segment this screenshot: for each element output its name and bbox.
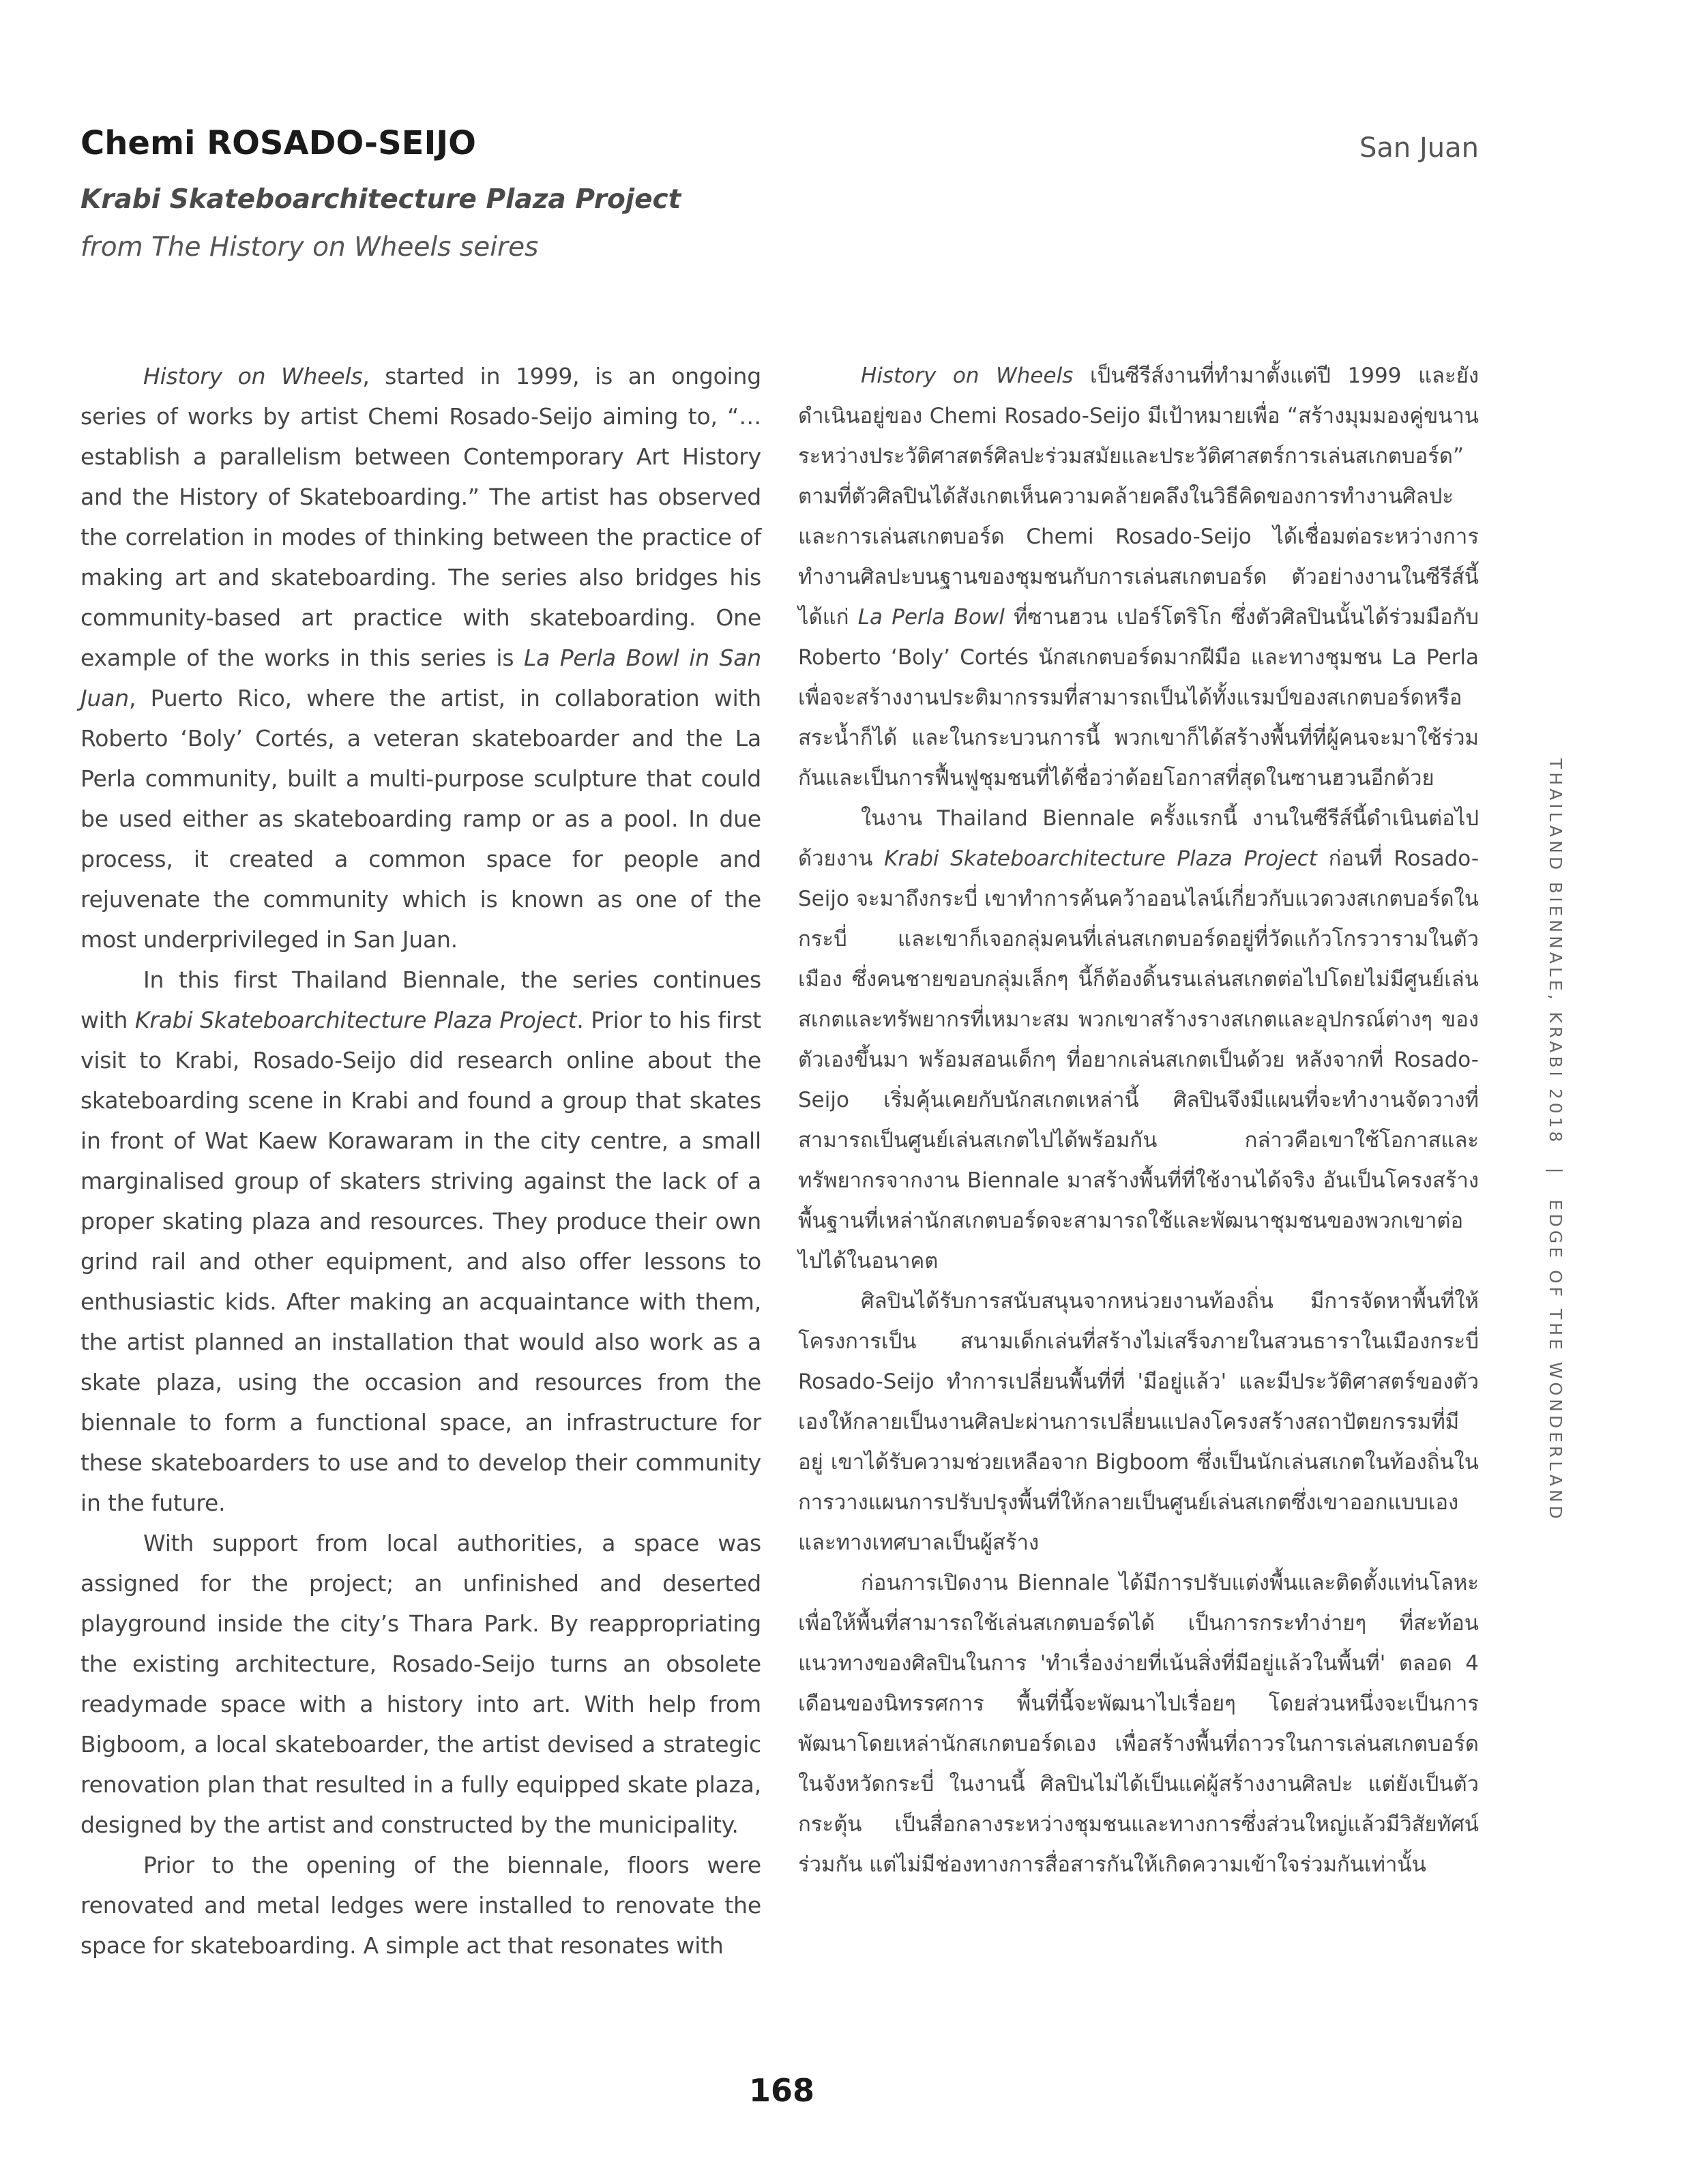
english-paragraph-2 [80,960,761,1523]
english-series-title: History on Wheels [143,363,363,389]
english-paragraph-4: Prior to the opening of the biennale, floors were renovated and metal ledges were installed to renovate the space for skateboarding. A simple act that resonates with [80,1852,761,1959]
thai-paragraph-3: ศิลปินได้รับการสนับสนุนจากหน่วยงานท้องถิ่น มีการจัดหาพื้นที่ให้โครงการเป็น สนามเด็กเล่นที่สร้างไม่เสร็จภายในสวนธาราในเมืองกระบี่ Rosado-Seijo ทำการเปลี่ยนพื้นที่ที่ 'มีอยู่แล้ว' และมีประวัติศาสตร์ของตัวเองให้กลายเป็นงานศิลปะผ่านการเปลี่ยนแปลงโครงสร้างสถาปัตยกรรมที่มีอยู่ เขาได้รับความช่วยเหลือจาก Bigboom ซึ่งเป็นนักเล่นสเกตในท้องถิ่นในการวางแผนการปรับปรุงพื้นที่ให้กลายเป็นศูนย์เล่นสเกตซึ่งเขาออกแบบเองและทางเทศบาลเป็นผู้สร้าง [798,1289,1479,1555]
work-title: Krabi Skateboarchitecture Plaza Project [80,184,681,215]
running-header-event: THAILAND BIENNALE, KRABI 2018 [1546,758,1565,1146]
running-header-theme: EDGE OF THE WONDERLAND [1546,1199,1565,1522]
thai-series-title: History on Wheels [861,364,1074,388]
thai-paragraph-1 [798,356,1479,799]
english-p2-text-b: . Prior to his first visit to Krabi, Rosado-Seijo did research online about the skateboarding scene in Krabi and found a group that skates in front of Wat Kaew Korawaram in the city centre, a small marginalised group of skaters striving against the lack of a proper skating plaza and resources. They produce their own grind rail and other equipment, and also offer lessons to enthusiastic kids. After making an acquaintance with them, the artist planned an installation that would also work as a skate plaza, using the occasion and resources from the biennale to form a functional space, an infrastructure for these skateboarders to use and to develop their community in the future. [80,1007,761,1516]
thai-paragraph-2 [798,799,1479,1282]
thai-work-title-la-perla: La Perla Bowl [857,605,1005,630]
english-work-title-krabi: Krabi Skateboarchitecture Plaza Project [134,1007,577,1033]
english-column [80,356,761,1966]
artist-location: San Juan [1359,132,1479,164]
english-p2-text-a: In this first Thailand Biennale, the series continues with [80,966,761,1033]
page-number: 168 [748,2072,815,2109]
english-p1-text-a: , started in 1999, is an ongoing series of works by artist Chemi Rosado-Seijo aiming to, “… establish a parallelism between Contemporary Art History and the History of Skateboarding.” The artist has observed the correlation in modes of thinking between the practice of making art and skateboarding. The series also bridges his community-based art practice with skateboarding. One example of the works in this series is [80,363,761,671]
english-work-title-la-perla: La Perla Bowl in San Juan [80,645,762,711]
series-line: from The History on Wheels seires [80,232,539,263]
thai-paragraph-4: ก่อนการเปิดงาน Biennale ได้มีการปรับแต่งพื้นและติดตั้งแท่นโลหะเพื่อให้พื้นที่สามารถใช้เล่นสเกตบอร์ดได้ เป็นการกระทำง่ายๆ ที่สะท้อนแนวทางของศิลปินในการ 'ทำเรื่องง่ายที่เน้นสิ่งที่มีอยู่แล้วในพื้นที่' ตลอด 4 เดือนของนิทรรศการ พื้นที่นี้จะพัฒนาไปเรื่อยๆ โดยส่วนหนึ่งจะเป็นการพัฒนาโดยเหล่านักสเกตบอร์ดเอง เพื่อสร้างพื้นที่ถาวรในการเล่นสเกตบอร์ดในจังหวัดกระบี่ ในงานนี้ ศิลปินไม่ได้เป็นแค่ผู้สร้างงานศิลปะ แต่ยังเป็นตัวกระตุ้น เป็นสื่อกลางระหว่างชุมชนและทางการซึ่งส่วนใหญ่แล้วมีวิสัยทัศน์ร่วมกัน แต่ไม่มีช่องทางการสื่อสารกันให้เกิดความเข้าใจร่วมกันเท่านั้น [798,1571,1479,1877]
thai-p1-text-b: ที่ซานฮวน เปอร์โตริโก ซึ่งตัวศิลปินนั้นได้ร่วมมือกับ Roberto ‘Boly’ Cortés นักสเกตบอร์ดมากฝีมือ และทางชุมชน La Perla เพื่อจะสร้างงานประติมากรรมที่สามารถเป็นได้ทั้งแรมป์ของสเกตบอร์ดหรือสระน้ำก็ได้ และในกระบวนการนี้ พวกเขาก็ได้สร้างพื้นที่ที่ผู้คนจะมาใช้ร่วมกันและเป็นการฟื้นฟูชุมชนที่ได้ชื่อว่าด้อยโอกาสที่สุดในซานฮวนอีกด้วย [798,605,1479,790]
english-paragraph-3: With support from local authorities, a space was assigned for the project; an unfinished and deserted playground inside the city’s Thara Park. By reappropriating the existing architecture, Rosado-Seijo turns an obsolete readymade space with a history into art. With help from Bigboom, a local skateboarder, the artist devised a strategic renovation plan that resulted in a fully equipped skate plaza, designed by the artist and constructed by the municipality. [80,1530,761,1838]
english-p1-text-b: , Puerto Rico, where the artist, in collaboration with Roberto ‘Boly’ Cortés, a veteran skateboarder and the La Perla community, built a multi-purpose sculpture that could be used either as skateboarding ramp or as a pool. In due process, it created a common space for people and rejuvenate the community which is known as one of the most underprivileged in San Juan. [80,685,761,953]
running-header-separator: | [1546,1168,1565,1177]
thai-work-title-krabi: Krabi Skateboarchitecture Plaza Project [884,846,1317,871]
thai-p2-text-b: ก่อนที่ Rosado-Seijo จะมาถึงกระบี่ เขาทำการค้นคว้าออนไลน์เกี่ยวกับแวดวงสเกตบอร์ดในกระบี่ และเขาก็เจอกลุ่มคนที่เล่นสเกตบอร์ดอยู่ที่วัดแก้วโกรวารามในตัวเมือง ซึ่งคนชายขอบกลุ่มเล็กๆ นี้ก็ต้องดิ้นรนเล่นสเกตต่อไปโดยไม่มีศูนย์เล่นสเกตและทรัพยากรที่เหมาะสม พวกเขาสร้างรางสเกตและอุปกรณ์ต่างๆ ของตัวเองขึ้นมา พร้อมสอนเด็กๆ ที่อยากเล่นสเกตเป็นด้วย หลังจากที่ Rosado-Seijo เริ่มคุ้นเคยกับนักสเกตเหล่านี้ ศิลปินจึงมีแผนที่จะทำงานจัดวางที่สามารถเป็นศูนย์เล่นสเกตไปได้พร้อมกัน กล่าวคือเขาใช้โอกาสและทรัพยากรจากงาน Biennale มาสร้างพื้นที่ที่ใช้งานได้จริง อันเป็นโครงสร้างพื้นฐานที่เหล่านักสเกตบอร์ดจะสามารถใช้และพัฒนาชุมชนของพวกเขาต่อไปได้ในอนาคต [798,846,1479,1273]
thai-p1-text-a: เป็นซีรีส์งานที่ทำมาตั้งแต่ปี 1999 และยังดำเนินอยู่ของ Chemi Rosado-Seijo มีเป้าหมายเพื่อ “สร้างมุมมองคู่ขนานระหว่างประวัติศาสตร์ศิลปะร่วมสมัยและประวัติศาสตร์การเล่นสเกตบอร์ด” ตามที่ตัวศิลปินได้สังเกตเห็นความคล้ายคลึงในวิธีคิดของการทำงานศิลปะและการเล่นสเกตบอร์ด Chemi Rosado-Seijo ได้เชื่อมต่อระหว่างการทำงานศิลปะบนฐานของชุมชนกับการเล่นสเกตบอร์ด ตัวอย่างงานในซีรีส์นี้ ได้แก่ [798,364,1479,630]
thai-column [798,356,1479,1885]
artist-name: Chemi ROSADO-SEIJO [80,124,476,162]
vertical-running-header [1546,758,1565,1522]
english-paragraph-1 [80,356,761,960]
thai-p2-text-a: ในงาน Thailand Biennale ครั้งแรกนี้ งานในซีรีส์นี้ดำเนินต่อไปด้วยงาน [798,806,1479,871]
